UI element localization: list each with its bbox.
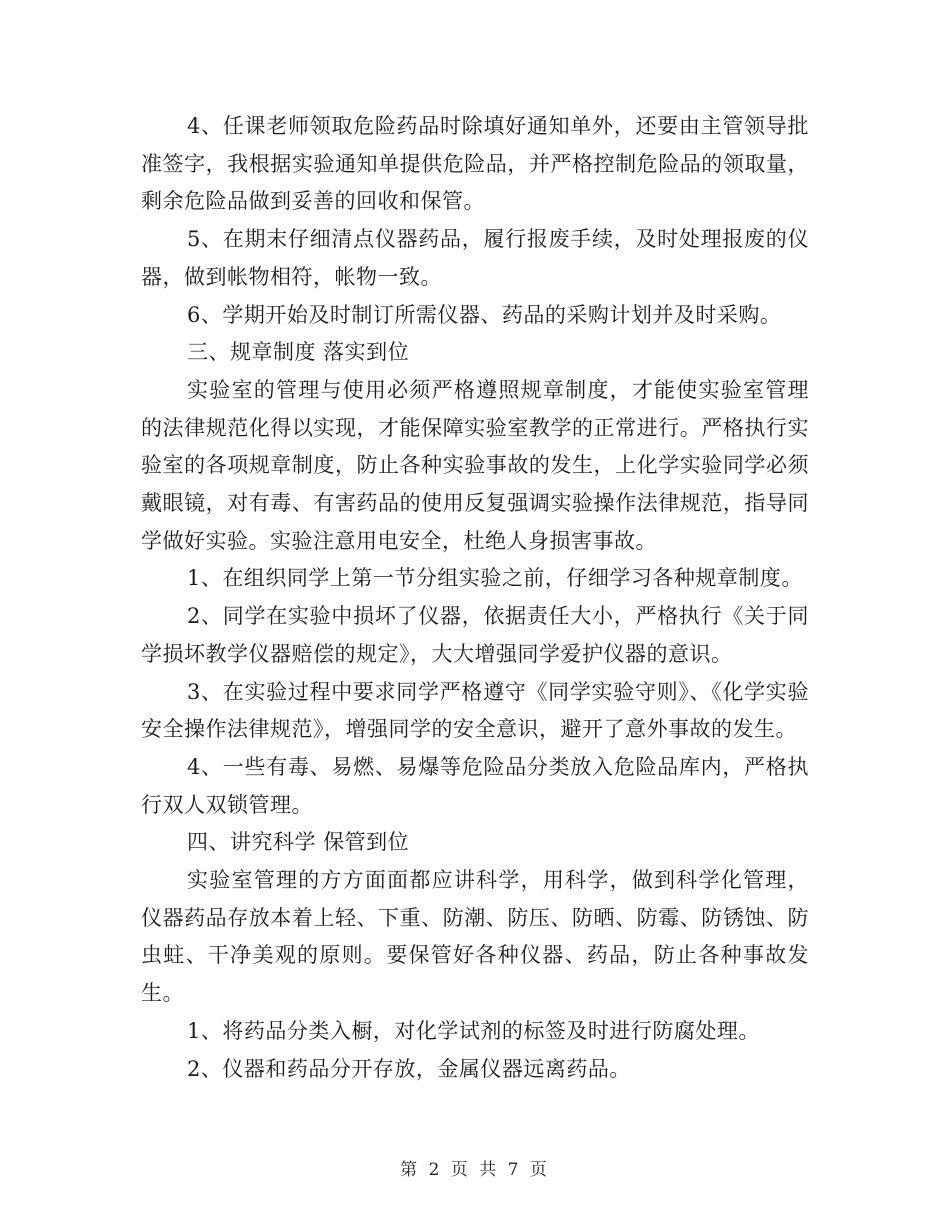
page-number-footer: 第 2 页 共 7 页	[400, 1160, 550, 1180]
paragraph-rules-item-1: 1、在组织同学上第一节分组实验之前，仔细学习各种规章制度。	[187, 566, 803, 591]
paragraph-item-6-procurement: 6、学期开始及时制订所需仪器、药品的采购计划并及时采购。	[187, 302, 782, 327]
paragraph-rules-intro: 实验室的管理与使用必须严格遵照规章制度，才能使实验室管理的法律规范化得以实现，才能保障实验室教学的正常进行。严格执行实验室的各项规章制度，防止各种实验事故的发生，上化学实验同学必须戴眼镜，对有毒、有害药品的使用反复强调实验操作法律规范，指导同学做好实验。实验注意用电安全，杜绝人身损害事故。	[141, 377, 809, 553]
paragraph-item-5-inventory: 5、在期末仔细清点仪器药品，履行报废手续，及时处理报废的仪器，做到帐物相符，帐物一致。	[141, 227, 809, 289]
paragraph-science-item-2: 2、仪器和药品分开存放，金属仪器远离药品。	[187, 1056, 631, 1081]
paragraph-rules-item-3: 3、在实验过程中要求同学严格遵守《同学实验守则》、《化学实验安全操作法律规范》，增强同学的安全意识，避开了意外事故的发生。	[141, 679, 809, 742]
document-body	[141, 108, 809, 1088]
paragraph-rules-item-2: 2、同学在实验中损坏了仪器，依据责任大小，严格执行《关于同学损坏教学仪器赔偿的规定》，大大增强同学爱护仪器的意识。	[141, 604, 809, 666]
paragraph-science-item-1: 1、将药品分类入橱，对化学试剂的标签及时进行防腐处理。	[187, 1018, 760, 1043]
section-heading-rules: 三、规章制度 落实到位	[187, 340, 410, 365]
section-heading-science: 四、讲究科学 保管到位	[187, 830, 410, 855]
paragraph-science-intro: 实验室管理的方方面面都应讲科学，用科学，做到科学化管理，仪器药品存放本着上轻、下重、防潮、防压、防晒、防霉、防锈蚀、防虫蛀、干净美观的原则。要保管好各种仪器、药品，防止各种事故发生。	[141, 868, 809, 1006]
paragraph-rules-item-4: 4、一些有毒、易燃、易爆等危险品分类放入危险品库内，严格执行双人双锁管理。	[141, 754, 809, 817]
paragraph-item-4-approval: 4、任课老师领取危险药品时除填好通知单外，还要由主管领导批准签字，我根据实验通知单提供危险品，并严格控制危险品的领取量，剩余危险品做到妥善的回收和保管。	[141, 114, 809, 214]
